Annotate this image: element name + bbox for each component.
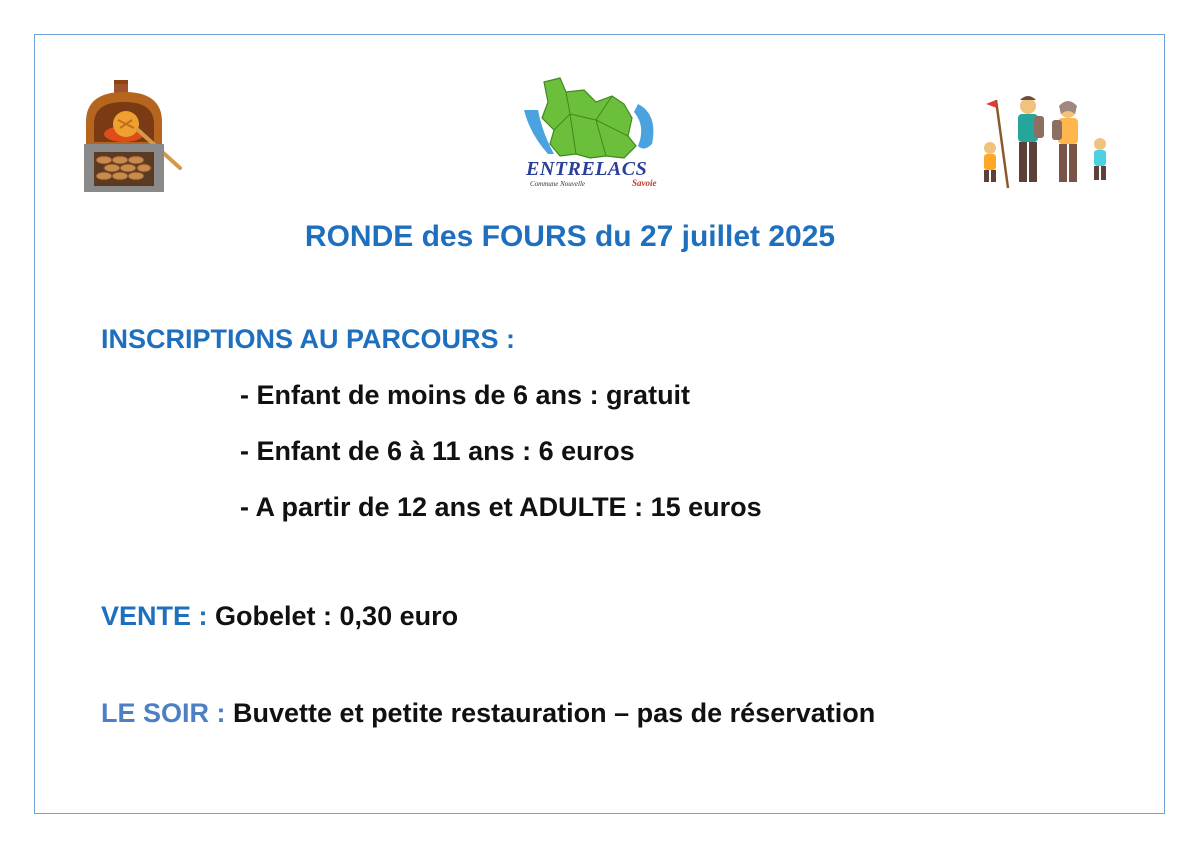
vente-line xyxy=(101,601,458,632)
logo-subtitle: Commune Nouvelle xyxy=(530,180,586,188)
price-item-adult: - A partir de 12 ans et ADULTE : 15 euros xyxy=(240,492,762,522)
bread-oven-icon xyxy=(80,78,184,194)
inscriptions-heading: INSCRIPTIONS AU PARCOURS : xyxy=(101,324,516,354)
soir-value: Buvette et petite restauration – pas de réservation xyxy=(233,698,876,728)
soir-label: LE SOIR : xyxy=(101,698,226,728)
event-title: RONDE des FOURS du 27 juillet 2025 xyxy=(304,220,836,253)
entrelacs-logo xyxy=(520,74,666,192)
vente-value: Gobelet : 0,30 euro xyxy=(215,601,459,631)
logo-region: Savoie xyxy=(632,178,657,188)
vente-label: VENTE : xyxy=(101,601,208,631)
soir-line xyxy=(101,698,875,729)
price-item-6-to-11: - Enfant de 6 à 11 ans : 6 euros xyxy=(240,436,635,466)
logo-name: ENTRELACS xyxy=(526,158,648,180)
hiking-family-icon xyxy=(972,94,1120,192)
price-item-under-6: - Enfant de moins de 6 ans : gratuit xyxy=(240,380,691,410)
